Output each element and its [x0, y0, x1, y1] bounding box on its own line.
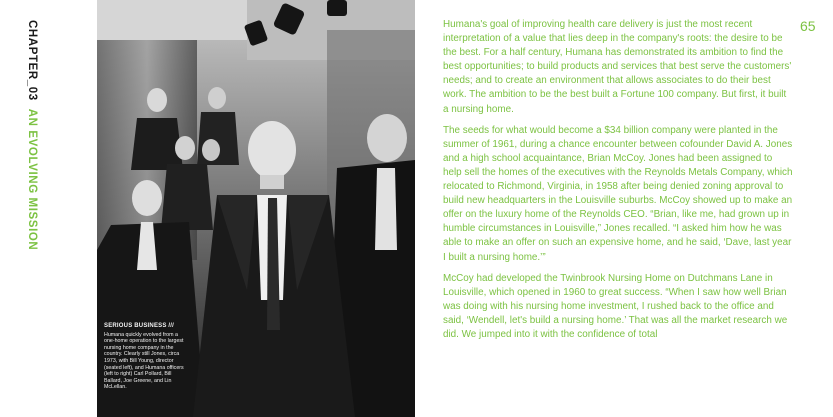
paragraph: Humana's goal of improving health care delivery is just the most recent interpretation of a value that lies deep in the company's roots: the desire to be the best. For a half century, Humana has demonstrated its ambition to find the best opportunities; to build products and services that best serve the customers' needs; and to create an environment that allows associates to do their best work. The ambition to be the best built a Fortune 100 company. But first, it built a nursing home.: [443, 19, 792, 115]
chapter-heading: [26, 20, 38, 250]
chapter-number: CHAPTER_03: [26, 20, 38, 101]
photo-caption: [104, 323, 188, 391]
chapter-title: AN EVOLVING MISSION: [26, 108, 38, 251]
caption-heading: SERIOUS BUSINESS ///: [104, 323, 175, 329]
caption-text: Humana quickly evolved from a one-home operation to the largest nursing home company in the country. Clearly still Jones, circa 1973, with Bill Young, director (seated left), and Humana officers (left to right) Carl Pollard, Bill Ballard, Joe Greene, and Lin McLellan.: [104, 331, 184, 391]
paragraph: The seeds for what would become a $34 billion company were planted in the summer of 1961, during a chance encounter between cofounder David A. Jones and a high school acquaintance, Brian McCoy. Jones had been assigned to help sell the homes of the executives with the Reynolds Metals Company, which relocated to Richmond, Virginia, in 1958 after being denied zoning approval to build new headquarters in the Louisville suburbs. McCoy showed up to make an offer on the luxury home of the Reynolds CEO. “Brian, like me, had grown up in humble circumstances in Louisville,” Jones recalled. “I asked him how he was able to make an offer on such an expensive home, and he said, ‘Dave, last year I built a nursing home.’”: [443, 124, 793, 263]
paragraph: McCoy had developed the Twinbrook Nursing Home on Dutchmans Lane in Louisville, which opened in 1960 to great success. “When I saw how well Brian was doing with his nursing home investment, I rushed back to the office and said, ‘Wendell, let's build a nursing home.’ That was all the market research we did. We jumped into it with the confidence of total: [443, 272, 788, 340]
article-body: [443, 18, 793, 349]
page-number: 65: [800, 18, 816, 34]
